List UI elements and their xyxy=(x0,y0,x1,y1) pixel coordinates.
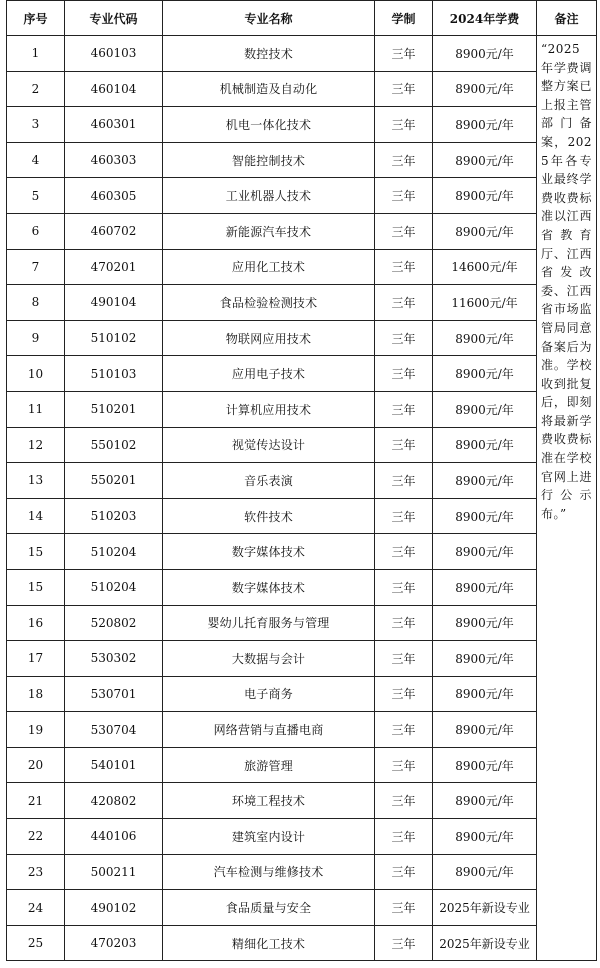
cell-major-code: 550201 xyxy=(65,463,163,499)
remark-text: “2025年学费调整方案已上报主管部门备案，2025年各专业最终学费收费标准以江西省教育厅、江西省发改委、江西省市场监管局同意备案后为准。学校收到批复后，即刻将最新学费收费标准在学校官网上进行公示布。” xyxy=(541,42,592,521)
cell-tuition-fee: 8900元/年 xyxy=(433,641,537,677)
cell-tuition-fee: 8900元/年 xyxy=(433,747,537,783)
cell-index: 15 xyxy=(7,534,65,570)
cell-duration: 三年 xyxy=(375,534,433,570)
cell-index: 15 xyxy=(7,569,65,605)
cell-index: 23 xyxy=(7,854,65,890)
cell-major-name: 机械制造及自动化 xyxy=(163,71,375,107)
cell-major-name: 精细化工技术 xyxy=(163,925,375,961)
table-row xyxy=(7,71,597,107)
header-duration: 学制 xyxy=(375,1,433,36)
table-row xyxy=(7,534,597,570)
cell-major-code: 510203 xyxy=(65,498,163,534)
cell-major-code: 460702 xyxy=(65,213,163,249)
cell-index: 11 xyxy=(7,391,65,427)
cell-duration: 三年 xyxy=(375,463,433,499)
cell-duration: 三年 xyxy=(375,36,433,72)
cell-major-name: 电子商务 xyxy=(163,676,375,712)
cell-duration: 三年 xyxy=(375,142,433,178)
cell-major-name: 工业机器人技术 xyxy=(163,178,375,214)
cell-major-code: 490102 xyxy=(65,890,163,926)
cell-tuition-fee: 8900元/年 xyxy=(433,712,537,748)
cell-tuition-fee: 8900元/年 xyxy=(433,142,537,178)
cell-major-name: 数控技术 xyxy=(163,36,375,72)
cell-major-name: 计算机应用技术 xyxy=(163,391,375,427)
cell-index: 3 xyxy=(7,107,65,143)
table-row xyxy=(7,747,597,783)
table-row xyxy=(7,142,597,178)
cell-index: 6 xyxy=(7,213,65,249)
cell-index: 19 xyxy=(7,712,65,748)
cell-index: 4 xyxy=(7,142,65,178)
table-row xyxy=(7,391,597,427)
table-row xyxy=(7,712,597,748)
cell-major-name: 智能控制技术 xyxy=(163,142,375,178)
cell-major-name: 食品质量与安全 xyxy=(163,890,375,926)
cell-duration: 三年 xyxy=(375,320,433,356)
cell-duration: 三年 xyxy=(375,498,433,534)
cell-tuition-fee: 8900元/年 xyxy=(433,605,537,641)
cell-index: 21 xyxy=(7,783,65,819)
table-row xyxy=(7,854,597,890)
cell-major-code: 460104 xyxy=(65,71,163,107)
table-row xyxy=(7,427,597,463)
cell-major-name: 建筑室内设计 xyxy=(163,819,375,855)
cell-major-name: 旅游管理 xyxy=(163,747,375,783)
cell-index: 2 xyxy=(7,71,65,107)
cell-duration: 三年 xyxy=(375,747,433,783)
cell-major-name: 机电一体化技术 xyxy=(163,107,375,143)
cell-index: 13 xyxy=(7,463,65,499)
table-row xyxy=(7,463,597,499)
cell-duration: 三年 xyxy=(375,925,433,961)
cell-duration: 三年 xyxy=(375,854,433,890)
cell-index: 17 xyxy=(7,641,65,677)
cell-major-code: 460301 xyxy=(65,107,163,143)
remark-cell xyxy=(537,36,597,961)
cell-major-name: 婴幼儿托育服务与管理 xyxy=(163,605,375,641)
cell-index: 25 xyxy=(7,925,65,961)
table-row xyxy=(7,320,597,356)
table-row xyxy=(7,569,597,605)
cell-major-name: 大数据与会计 xyxy=(163,641,375,677)
cell-duration: 三年 xyxy=(375,676,433,712)
cell-major-name: 数字媒体技术 xyxy=(163,534,375,570)
cell-duration: 三年 xyxy=(375,819,433,855)
cell-duration: 三年 xyxy=(375,605,433,641)
table-row xyxy=(7,36,597,72)
header-fee: 2024年学费 xyxy=(433,1,537,36)
cell-index: 9 xyxy=(7,320,65,356)
cell-duration: 三年 xyxy=(375,71,433,107)
cell-tuition-fee: 2025年新设专业 xyxy=(433,890,537,926)
cell-major-code: 420802 xyxy=(65,783,163,819)
cell-tuition-fee: 8900元/年 xyxy=(433,854,537,890)
cell-index: 20 xyxy=(7,747,65,783)
cell-major-code: 470203 xyxy=(65,925,163,961)
cell-major-code: 510204 xyxy=(65,569,163,605)
cell-duration: 三年 xyxy=(375,107,433,143)
table-row xyxy=(7,498,597,534)
cell-major-code: 470201 xyxy=(65,249,163,285)
cell-duration: 三年 xyxy=(375,783,433,819)
cell-index: 14 xyxy=(7,498,65,534)
table-row xyxy=(7,107,597,143)
cell-major-name: 应用电子技术 xyxy=(163,356,375,392)
cell-index: 7 xyxy=(7,249,65,285)
cell-duration: 三年 xyxy=(375,427,433,463)
cell-major-code: 510201 xyxy=(65,391,163,427)
cell-major-name: 软件技术 xyxy=(163,498,375,534)
header-remark: 备注 xyxy=(537,1,597,36)
cell-major-code: 500211 xyxy=(65,854,163,890)
cell-duration: 三年 xyxy=(375,285,433,321)
table-row xyxy=(7,356,597,392)
table-row xyxy=(7,178,597,214)
cell-major-name: 食品检验检测技术 xyxy=(163,285,375,321)
cell-major-name: 音乐表演 xyxy=(163,463,375,499)
cell-tuition-fee: 8900元/年 xyxy=(433,783,537,819)
cell-major-name: 网络营销与直播电商 xyxy=(163,712,375,748)
table-row xyxy=(7,890,597,926)
cell-tuition-fee: 8900元/年 xyxy=(433,320,537,356)
header-index: 序号 xyxy=(7,1,65,36)
cell-major-code: 510102 xyxy=(65,320,163,356)
cell-tuition-fee: 8900元/年 xyxy=(433,107,537,143)
table-row xyxy=(7,285,597,321)
cell-duration: 三年 xyxy=(375,213,433,249)
cell-tuition-fee: 8900元/年 xyxy=(433,213,537,249)
cell-major-code: 460305 xyxy=(65,178,163,214)
cell-tuition-fee: 8900元/年 xyxy=(433,356,537,392)
cell-tuition-fee: 8900元/年 xyxy=(433,463,537,499)
cell-major-code: 540101 xyxy=(65,747,163,783)
cell-tuition-fee: 8900元/年 xyxy=(433,819,537,855)
cell-tuition-fee: 8900元/年 xyxy=(433,71,537,107)
cell-duration: 三年 xyxy=(375,569,433,605)
cell-major-code: 510204 xyxy=(65,534,163,570)
header-name: 专业名称 xyxy=(163,1,375,36)
cell-major-code: 520802 xyxy=(65,605,163,641)
cell-major-code: 460103 xyxy=(65,36,163,72)
cell-major-code: 510103 xyxy=(65,356,163,392)
cell-duration: 三年 xyxy=(375,249,433,285)
cell-tuition-fee: 8900元/年 xyxy=(433,391,537,427)
cell-index: 16 xyxy=(7,605,65,641)
cell-tuition-fee: 8900元/年 xyxy=(433,498,537,534)
cell-tuition-fee: 14600元/年 xyxy=(433,249,537,285)
cell-major-code: 490104 xyxy=(65,285,163,321)
cell-tuition-fee: 8900元/年 xyxy=(433,36,537,72)
cell-tuition-fee: 8900元/年 xyxy=(433,569,537,605)
cell-major-name: 物联网应用技术 xyxy=(163,320,375,356)
cell-major-code: 530302 xyxy=(65,641,163,677)
cell-index: 10 xyxy=(7,356,65,392)
table-row xyxy=(7,783,597,819)
cell-major-code: 550102 xyxy=(65,427,163,463)
cell-major-name: 视觉传达设计 xyxy=(163,427,375,463)
cell-major-name: 环境工程技术 xyxy=(163,783,375,819)
cell-major-name: 汽车检测与维修技术 xyxy=(163,854,375,890)
cell-tuition-fee: 2025年新设专业 xyxy=(433,925,537,961)
table-row xyxy=(7,925,597,961)
cell-duration: 三年 xyxy=(375,391,433,427)
table-row xyxy=(7,213,597,249)
cell-tuition-fee: 8900元/年 xyxy=(433,427,537,463)
cell-index: 8 xyxy=(7,285,65,321)
cell-index: 12 xyxy=(7,427,65,463)
table-row xyxy=(7,249,597,285)
cell-major-name: 新能源汽车技术 xyxy=(163,213,375,249)
table-header-row xyxy=(7,1,597,36)
cell-major-code: 440106 xyxy=(65,819,163,855)
table-row xyxy=(7,641,597,677)
cell-major-code: 530701 xyxy=(65,676,163,712)
table-row xyxy=(7,605,597,641)
cell-major-name: 应用化工技术 xyxy=(163,249,375,285)
cell-major-code: 530704 xyxy=(65,712,163,748)
cell-duration: 三年 xyxy=(375,356,433,392)
cell-tuition-fee: 8900元/年 xyxy=(433,676,537,712)
table-body xyxy=(7,36,597,961)
table-row xyxy=(7,819,597,855)
cell-index: 5 xyxy=(7,178,65,214)
cell-major-code: 460303 xyxy=(65,142,163,178)
cell-duration: 三年 xyxy=(375,641,433,677)
cell-index: 24 xyxy=(7,890,65,926)
header-code: 专业代码 xyxy=(65,1,163,36)
cell-tuition-fee: 11600元/年 xyxy=(433,285,537,321)
cell-duration: 三年 xyxy=(375,178,433,214)
cell-index: 22 xyxy=(7,819,65,855)
cell-index: 1 xyxy=(7,36,65,72)
cell-duration: 三年 xyxy=(375,712,433,748)
cell-duration: 三年 xyxy=(375,890,433,926)
cell-index: 18 xyxy=(7,676,65,712)
cell-tuition-fee: 8900元/年 xyxy=(433,534,537,570)
tuition-fee-table xyxy=(6,0,597,961)
table-row xyxy=(7,676,597,712)
cell-tuition-fee: 8900元/年 xyxy=(433,178,537,214)
cell-major-name: 数字媒体技术 xyxy=(163,569,375,605)
